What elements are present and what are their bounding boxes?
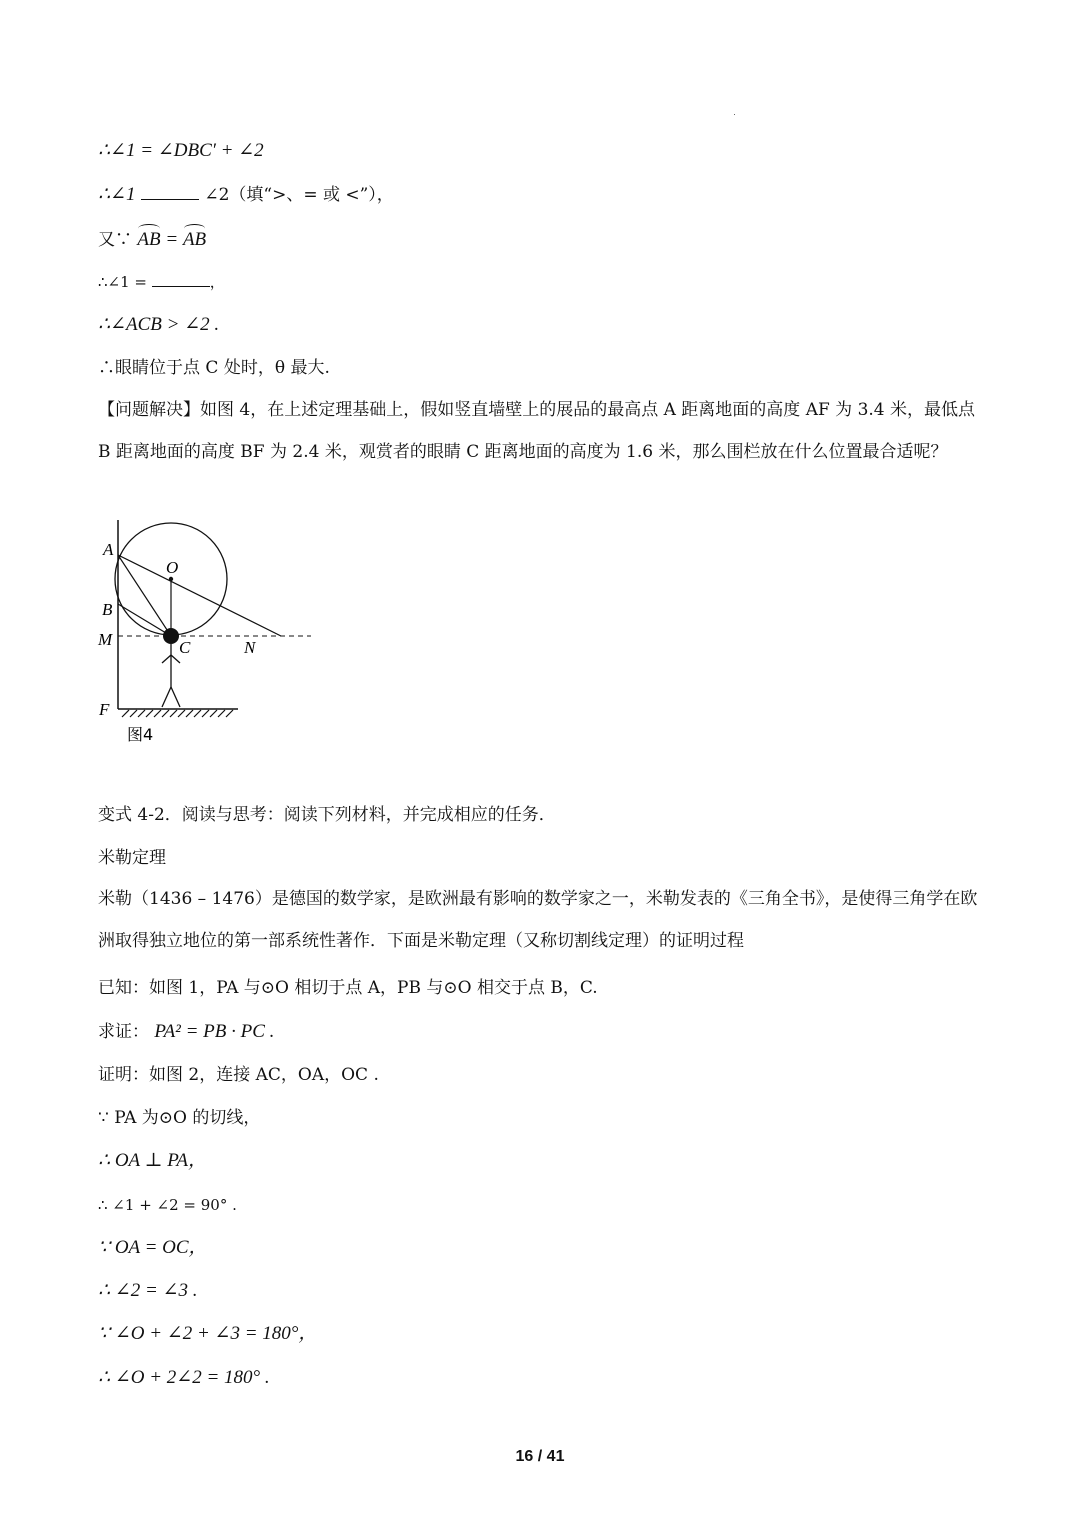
label-n: N [244,638,256,657]
section-title-miller-theorem: 米勒定理 [98,848,166,868]
proof-line-4: ∴∠1 = ， [98,270,225,294]
proof-start-line: 证明：如图 2，连接 AC，OA，OC . [98,1065,379,1085]
point-o [169,577,173,581]
proof-line-5: ∴∠ACB > ∠2 . [98,314,220,335]
line-b-c [118,604,171,636]
miller-proof-line-3: ∴ ∠1 + ∠2 = 90° . [98,1196,237,1214]
fill-blank-2 [152,270,210,287]
label-o: O [166,558,179,577]
arc-ab-1: AB [137,229,161,250]
proof-line-6: ∴眼睛位于点 C 处时，θ 最大. [98,358,330,378]
miller-intro-paragraph: 米勒（1436 – 1476）是德国的数学家，是欧洲最有影响的数学家之一，米勒发表的《三角全书》，是使得三角学在欧洲取得独立地位的第一部系统性著作．下面是米勒定理（又称切割线定理）的证明过程 [98,889,978,951]
stray-dot [734,114,735,115]
label-f: F [99,700,110,719]
arc-ab-2: AB [182,229,207,250]
proof-line-1: ∴∠1 = ∠DBC′ + ∠2 [98,140,264,161]
figure-4 [96,515,326,750]
given-line: 已知：如图 1，PA 与⊙O 相切于点 A，PB 与⊙O 相交于点 B，C. [98,978,598,998]
miller-proof-line-2: ∴ OA ⊥ PA， [98,1150,207,1171]
to-prove-line: 求证： PA² = PB · PC . [98,1021,275,1042]
label-c: C [179,638,191,657]
exercise-4-2-heading: 变式 4-2．阅读与思考：阅读下列材料，并完成相应的任务． [98,805,556,825]
miller-proof-line-5: ∴ ∠2 = ∠3 . [98,1280,198,1301]
ground-hatching [122,710,233,717]
miller-proof-line-6: ∵ ∠O + ∠2 + ∠3 = 180°， [98,1323,318,1344]
miller-proof-line-1: ∵ PA 为⊙O 的切线， [98,1108,261,1128]
proof-line-3: 又∵ AB = AB [98,229,207,250]
miller-proof-line-7: ∴ ∠O + 2∠2 = 180° . [98,1367,270,1388]
line-a-n [118,555,281,636]
proof-line-2: ∴∠1 ∠2（填“>、= 或 <”）， [98,184,394,205]
label-a: A [103,540,114,559]
viewer-stick-figure [162,644,180,707]
fill-blank-1 [141,183,199,200]
problem-solving-paragraph: 【问题解决】如图 4，在上述定理基础上，假如竖直墙壁上的展品的最高点 A 距离地面的高度 AF 为 3.4 米，最低点 B 距离地面的高度 BF 为 2.4 米，观赏者的眼睛 C 距离地面的高度为 1.6 米，那么围栏放在什么位置最合适呢？ [98,400,976,462]
page-number: 16 / 41 [515,1448,565,1465]
viewer-head [163,628,179,644]
figure-caption: 图4 [127,725,154,744]
miller-proof-line-4: ∵ OA = OC， [98,1237,208,1258]
label-m: M [98,630,113,649]
label-b: B [102,600,113,619]
line-a-c [118,555,171,636]
